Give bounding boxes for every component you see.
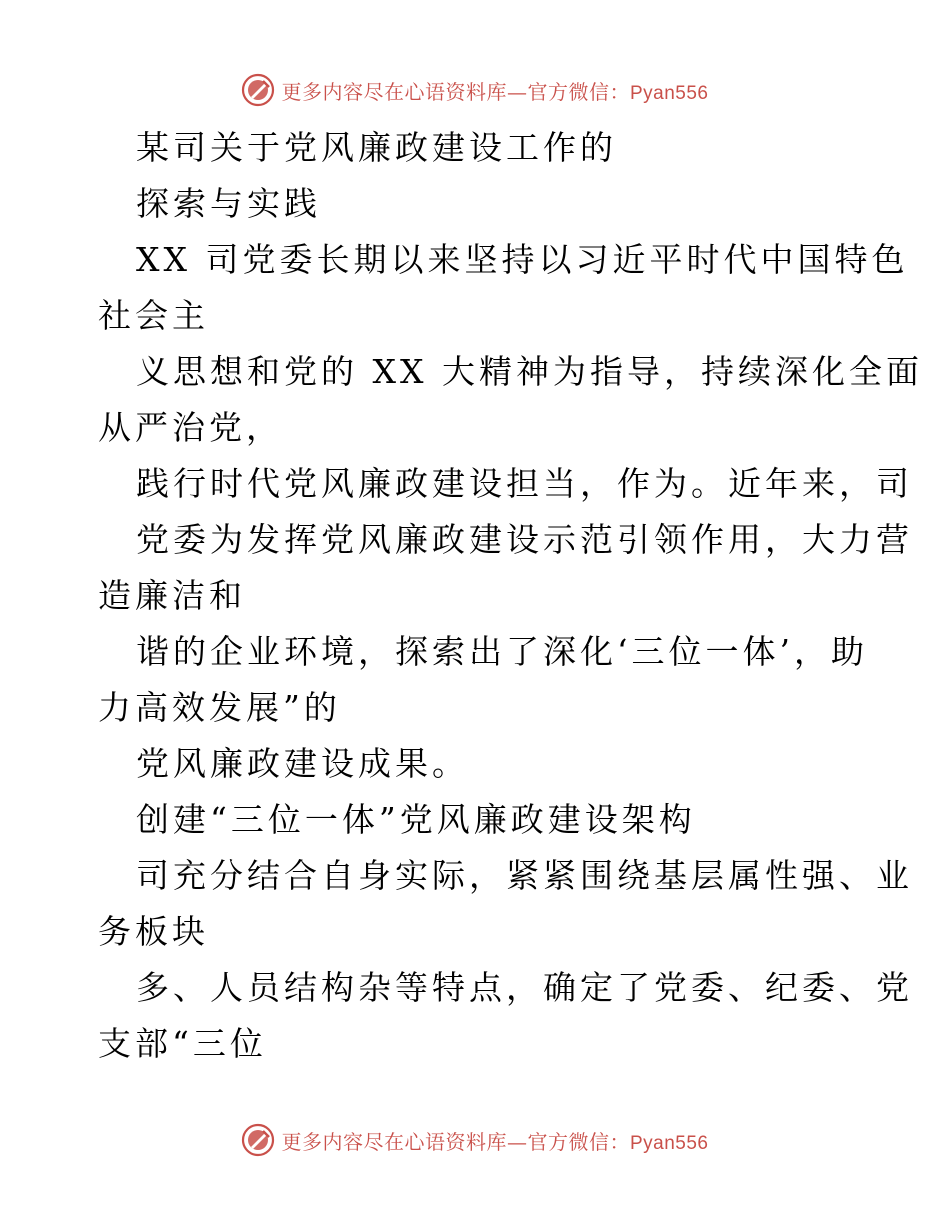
- paragraph-line: 从严治党，: [98, 408, 283, 447]
- document-body: [98, 120, 923, 1072]
- paragraph-line: 践行时代党风廉政建设担当，作为。近年来，司: [136, 464, 913, 503]
- doc-title-line-1: 某司关于党风廉政建设工作的: [136, 128, 617, 167]
- pen-nib-circle-icon: [241, 1123, 275, 1157]
- paragraph-line: 义思想和党的 XX 大精神为指导，持续深化全面: [136, 352, 923, 391]
- header-watermark: [0, 70, 950, 110]
- pen-nib-circle-icon: [241, 73, 275, 107]
- paragraph-line: XX 司党委长期以来坚持以习近平时代中国特色: [136, 240, 909, 279]
- paragraph-line: 造廉洁和: [98, 576, 246, 615]
- watermark-wechat-id: Pyan556: [629, 1132, 709, 1154]
- watermark-wechat-id: Pyan556: [629, 82, 709, 104]
- watermark-text: 更多内容尽在心语资料库—官方微信：Pyan556: [281, 1129, 709, 1154]
- footer-watermark: [0, 1120, 950, 1160]
- doc-title-line-2: 探索与实践: [136, 184, 321, 223]
- paragraph-line: 支部“三位: [98, 1024, 267, 1063]
- paragraph-line: 谐的企业环境，探索出了深化‘三位一体’，助: [136, 632, 868, 671]
- paragraph-line: 司充分结合自身实际，紧紧围绕基层属性强、业: [136, 856, 913, 895]
- paragraph-line: 党委为发挥党风廉政建设示范引领作用，大力营: [136, 520, 913, 559]
- section-heading: 创建“三位一体”党风廉政建设架构: [136, 800, 696, 839]
- watermark-text: 更多内容尽在心语资料库—官方微信：Pyan556: [281, 79, 709, 104]
- paragraph-line: 多、人员结构杂等特点，确定了党委、纪委、党: [136, 968, 913, 1007]
- paragraph-line: 力高效发展”的: [98, 688, 341, 727]
- paragraph-line: 务板块: [98, 912, 209, 951]
- paragraph-line: 社会主: [98, 296, 209, 335]
- paragraph-line: 党风廉政建设成果。: [136, 744, 469, 783]
